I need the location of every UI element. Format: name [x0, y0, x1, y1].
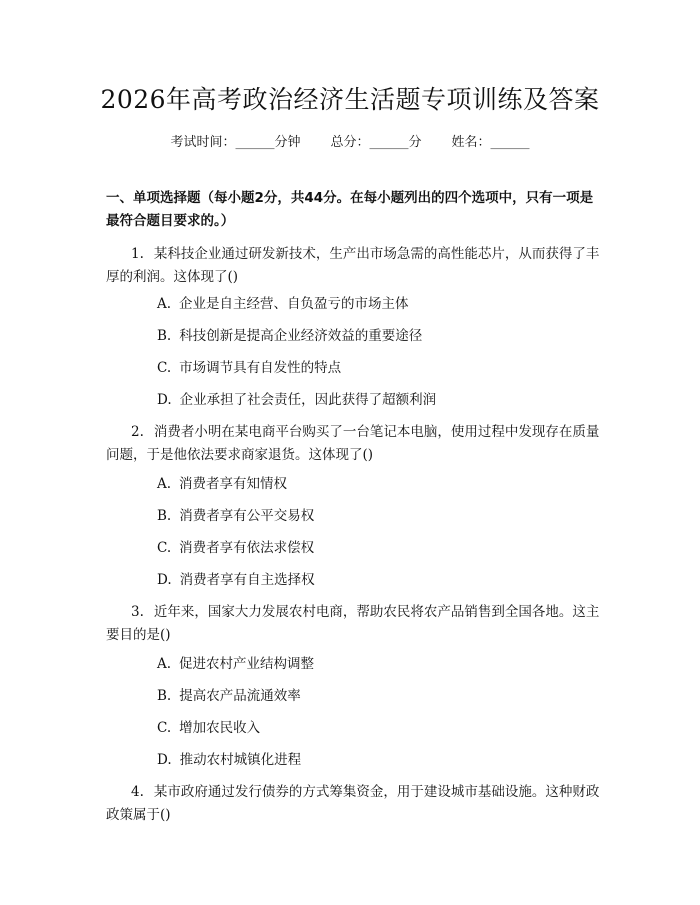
option-text: 提高农产品流通效率: [179, 688, 301, 704]
question-1: [106, 243, 601, 289]
option-text: 消费者享有依法求偿权: [179, 540, 315, 556]
question-stem: 消费者小明在某电商平台购买了一台笔记本电脑，使用过程中发现存在质量问题，于是他依法要求商家退货。这体现了(): [106, 424, 600, 463]
option-letter: B.: [157, 328, 172, 344]
option-text: 增加农民收入: [179, 720, 261, 736]
exam-time-field: 考试时间：______分钟: [170, 135, 301, 150]
option-letter: A.: [157, 476, 172, 492]
question-2-option-d: [157, 570, 315, 590]
question-3-option-d: [157, 750, 301, 770]
option-letter: B.: [157, 688, 172, 704]
option-text: 推动农村城镇化进程: [179, 752, 302, 768]
page-title: 2026年高考政治经济生活题专项训练及答案: [100, 85, 600, 114]
question-3-option-a: [157, 654, 314, 674]
option-letter: A.: [157, 296, 172, 312]
total-score-field: 总分：______分: [330, 135, 422, 150]
option-text: 科技创新是提高企业经济效益的重要途径: [179, 328, 423, 344]
option-text: 消费者享有自主选择权: [179, 572, 315, 588]
option-text: 消费者享有知情权: [179, 476, 288, 492]
question-number: 4.: [131, 784, 144, 800]
question-2-option-c: [157, 538, 314, 558]
question-1-option-b: [157, 326, 422, 346]
option-letter: B.: [157, 508, 172, 524]
question-3-option-b: [157, 686, 301, 706]
question-number: 3.: [131, 604, 144, 620]
option-letter: D.: [157, 572, 172, 588]
option-letter: A.: [157, 656, 172, 672]
option-letter: C.: [157, 360, 172, 376]
question-3: [106, 601, 601, 647]
question-stem: 某科技企业通过研发新技术，生产出市场急需的高性能芯片，从而获得了丰厚的利润。这体现了(): [106, 246, 600, 285]
option-text: 企业承担了社会责任，因此获得了超额利润: [179, 392, 437, 408]
question-stem: 某市政府通过发行债券的方式筹集资金，用于建设城市基础设施。这种财政政策属于(): [106, 784, 600, 823]
option-letter: C.: [157, 540, 172, 556]
option-letter: D.: [157, 752, 172, 768]
question-3-option-c: [157, 718, 260, 738]
question-number: 2.: [131, 424, 144, 440]
option-text: 消费者享有公平交易权: [179, 508, 315, 524]
exam-info-line: [0, 131, 700, 150]
question-2-option-b: [157, 506, 314, 526]
option-text: 市场调节具有自发性的特点: [179, 360, 342, 376]
question-1-option-c: [157, 358, 341, 378]
student-name-field: 姓名：______: [451, 135, 530, 150]
section-header: 一、单项选择题（每小题2分，共44分。在每小题列出的四个选项中，只有一项是最符合题目要求的。）: [106, 190, 594, 229]
question-2: [106, 421, 601, 467]
question-2-option-a: [157, 474, 287, 494]
option-letter: C.: [157, 720, 172, 736]
question-stem: 近年来，国家大力发展农村电商，帮助农民将农产品销售到全国各地。这主要目的是(): [106, 604, 600, 643]
question-1-option-d: [157, 390, 436, 410]
question-4: [106, 781, 601, 827]
option-text: 促进农村产业结构调整: [179, 656, 315, 672]
question-1-option-a: [157, 294, 409, 314]
question-number: 1.: [131, 246, 144, 262]
option-letter: D.: [157, 392, 172, 408]
option-text: 企业是自主经营、自负盈亏的市场主体: [179, 296, 409, 312]
